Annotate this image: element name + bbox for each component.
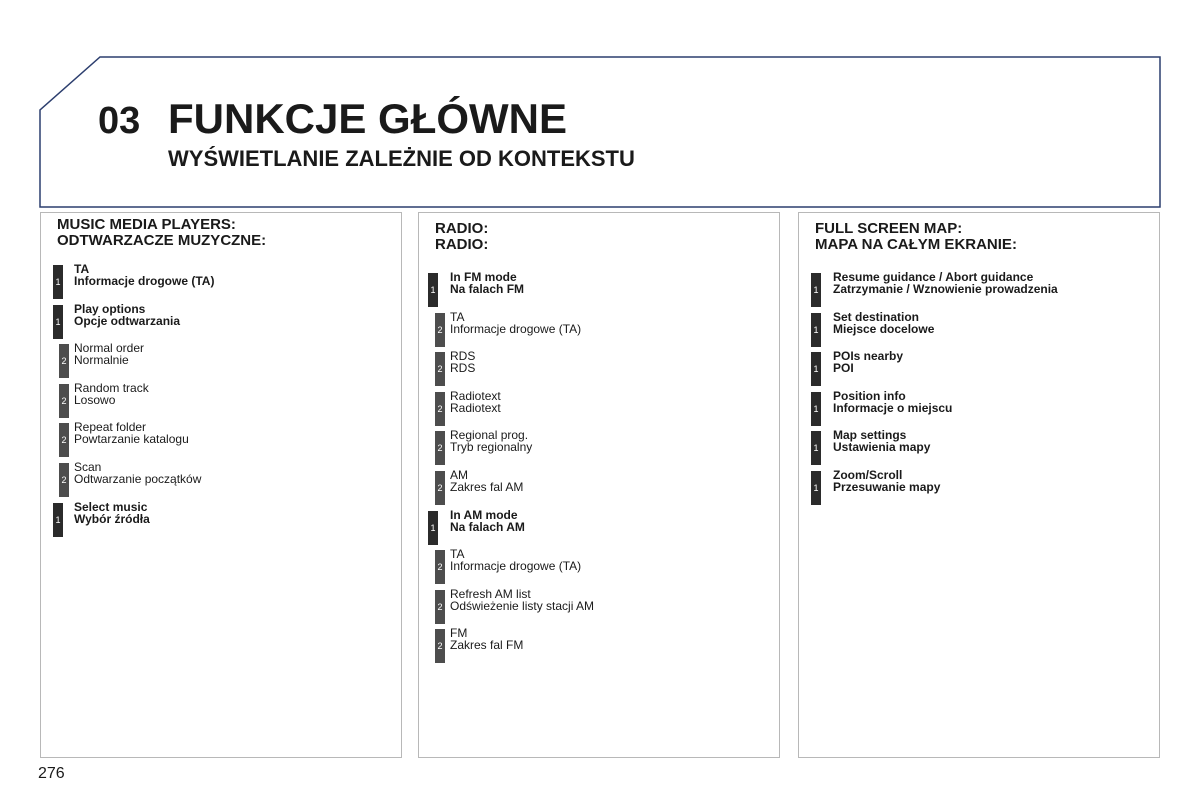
menu-item-label-en: TA	[450, 547, 465, 562]
menu-item-label-en: In AM mode	[450, 507, 518, 522]
menu-item-label-en: Normal order	[74, 341, 145, 356]
menu-item-label-en: RDS	[450, 349, 476, 364]
menu-level-marker: 1	[811, 273, 821, 307]
menu-item	[799, 429, 1159, 463]
menu-item-label-en: Play options	[74, 301, 146, 316]
chapter-number: 03	[98, 100, 141, 142]
menu-item-label-pl: Zatrzymanie / Wznowienie prowadzenia	[833, 282, 1058, 296]
menu-level-marker: 2	[435, 629, 445, 663]
menu-item	[799, 390, 1159, 424]
panel-title-pl: MAPA NA CAŁYM EKRANIE:	[815, 236, 1017, 253]
menu-item	[419, 311, 779, 345]
menu-item-label-pl: Przesuwanie mapy	[833, 480, 941, 494]
menu-item-label-en: TA	[74, 262, 90, 276]
menu-item	[41, 421, 401, 455]
menu-item	[419, 350, 779, 384]
menu-item-label-pl: Informacje o miejscu	[833, 400, 953, 415]
panel-heading	[815, 221, 1159, 253]
menu-level-marker: 1	[53, 305, 63, 339]
menu-item	[41, 263, 401, 297]
menu-item-label-pl: Losowo	[74, 392, 116, 407]
menu-item-label-en: Scan	[74, 460, 102, 474]
page-number: 276	[38, 765, 65, 782]
panel-music-media-players	[40, 212, 402, 758]
menu-item	[41, 303, 401, 337]
menu-item	[419, 509, 779, 543]
menu-item-label-en: Regional prog.	[450, 428, 529, 443]
menu-level-marker: 2	[435, 313, 445, 347]
menu-item-label-pl: Na falach AM	[450, 519, 525, 534]
menu-item	[41, 382, 401, 416]
menu-level-marker: 2	[59, 344, 69, 378]
menu-item-label-en: Resume guidance / Abort guidance	[833, 270, 1034, 284]
menu-level-marker: 2	[435, 590, 445, 624]
menu-item-label-pl: Powtarzanie katalogu	[74, 432, 189, 447]
menu-item	[419, 469, 779, 503]
menu-item-label-en: Random track	[74, 380, 149, 395]
menu-level-marker: 2	[435, 392, 445, 426]
panel-title-en: RADIO:	[435, 220, 489, 237]
menu-item-label-pl: Na falach FM	[450, 282, 525, 296]
panel-title-pl: RADIO:	[435, 236, 489, 253]
menu-level-marker: 2	[435, 352, 445, 386]
menu-item-label-pl: Miejsce docelowe	[833, 321, 935, 336]
menu-item	[799, 350, 1159, 384]
menu-item-label-pl: Informacje drogowe (TA)	[74, 274, 215, 288]
panel-title-pl: ODTWARZACZE MUZYCZNE:	[57, 232, 267, 249]
section-subtitle: WYŚWIETLANIE ZALEŻNIE OD KONTEKSTU	[168, 146, 635, 171]
menu-item-label-en: Map settings	[833, 428, 907, 443]
menu-item	[419, 429, 779, 463]
menu-item-label-pl: Normalnie	[74, 353, 129, 368]
menu-item-label-pl: Informacje drogowe (TA)	[450, 559, 582, 574]
panel-full-screen-map	[798, 212, 1160, 758]
menu-item-label-pl: Informacje drogowe (TA)	[450, 321, 582, 336]
menu-level-marker: 1	[53, 503, 63, 537]
menu-item	[419, 390, 779, 424]
menu-item-label-en: Position info	[833, 388, 906, 403]
menu-item-label-pl: Opcje odtwarzania	[74, 313, 181, 328]
panel-heading	[57, 217, 401, 249]
menu-item-label-pl: Zakres fal FM	[450, 638, 524, 653]
menu-item-label-en: AM	[450, 468, 468, 482]
menu-item-label-pl: Tryb regionalny	[450, 440, 533, 455]
menu-item-label-en: Zoom/Scroll	[833, 468, 903, 482]
menu-item	[799, 311, 1159, 345]
menu-level-marker: 1	[428, 511, 438, 545]
menu-item	[41, 342, 401, 376]
menu-item-label-en: Set destination	[833, 309, 920, 324]
menu-item-label-pl: Wybór źródła	[74, 511, 150, 526]
menu-level-marker: 1	[428, 273, 438, 307]
menu-item	[419, 588, 779, 622]
panel-radio	[418, 212, 780, 758]
menu-item	[41, 461, 401, 495]
menu-item-label-en: TA	[450, 309, 465, 324]
menu-item-label-en: FM	[450, 626, 468, 641]
menu-level-marker: 1	[811, 313, 821, 347]
menu-item-label-en: Refresh AM list	[450, 586, 531, 601]
menu-level-marker: 2	[435, 471, 445, 505]
panel-title-en: FULL SCREEN MAP:	[815, 220, 963, 237]
menu-item-label-pl: POI	[833, 361, 854, 376]
menu-level-marker: 1	[811, 392, 821, 426]
chapter-title: FUNKCJE GŁÓWNE	[168, 95, 567, 142]
panel-heading	[435, 221, 779, 253]
menu-item	[419, 627, 779, 661]
menu-item-label-en: POIs nearby	[833, 349, 904, 364]
menu-item-label-pl: RDS	[450, 361, 476, 376]
menu-level-marker: 2	[59, 423, 69, 457]
menu-item-label-en: In FM mode	[450, 270, 517, 284]
menu-item-label-en: Repeat folder	[74, 420, 147, 435]
menu-item	[419, 271, 779, 305]
menu-item	[799, 271, 1159, 305]
menu-item-label-pl: Radiotext	[450, 400, 501, 415]
menu-item	[41, 501, 401, 535]
menu-item	[419, 548, 779, 582]
menu-level-marker: 2	[435, 550, 445, 584]
menu-item-label-pl: Odtwarzanie początków	[74, 472, 202, 486]
menu-item-label-pl: Zakres fal AM	[450, 480, 524, 494]
menu-level-marker: 1	[811, 471, 821, 505]
menu-item-label-en: Radiotext	[450, 388, 501, 403]
menu-level-marker: 2	[435, 431, 445, 465]
menu-level-marker: 1	[811, 431, 821, 465]
menu-level-marker: 1	[811, 352, 821, 386]
menu-item-label-pl: Ustawienia mapy	[833, 440, 931, 455]
menu-level-marker: 2	[59, 463, 69, 497]
menu-item-label-pl: Odświeżenie listy stacji AM	[450, 598, 595, 613]
menu-level-marker: 1	[53, 265, 63, 299]
menu-level-marker: 2	[59, 384, 69, 418]
menu-item-label-en: Select music	[74, 499, 148, 514]
panel-title-en: MUSIC MEDIA PLAYERS:	[57, 216, 236, 233]
menu-item	[799, 469, 1159, 503]
